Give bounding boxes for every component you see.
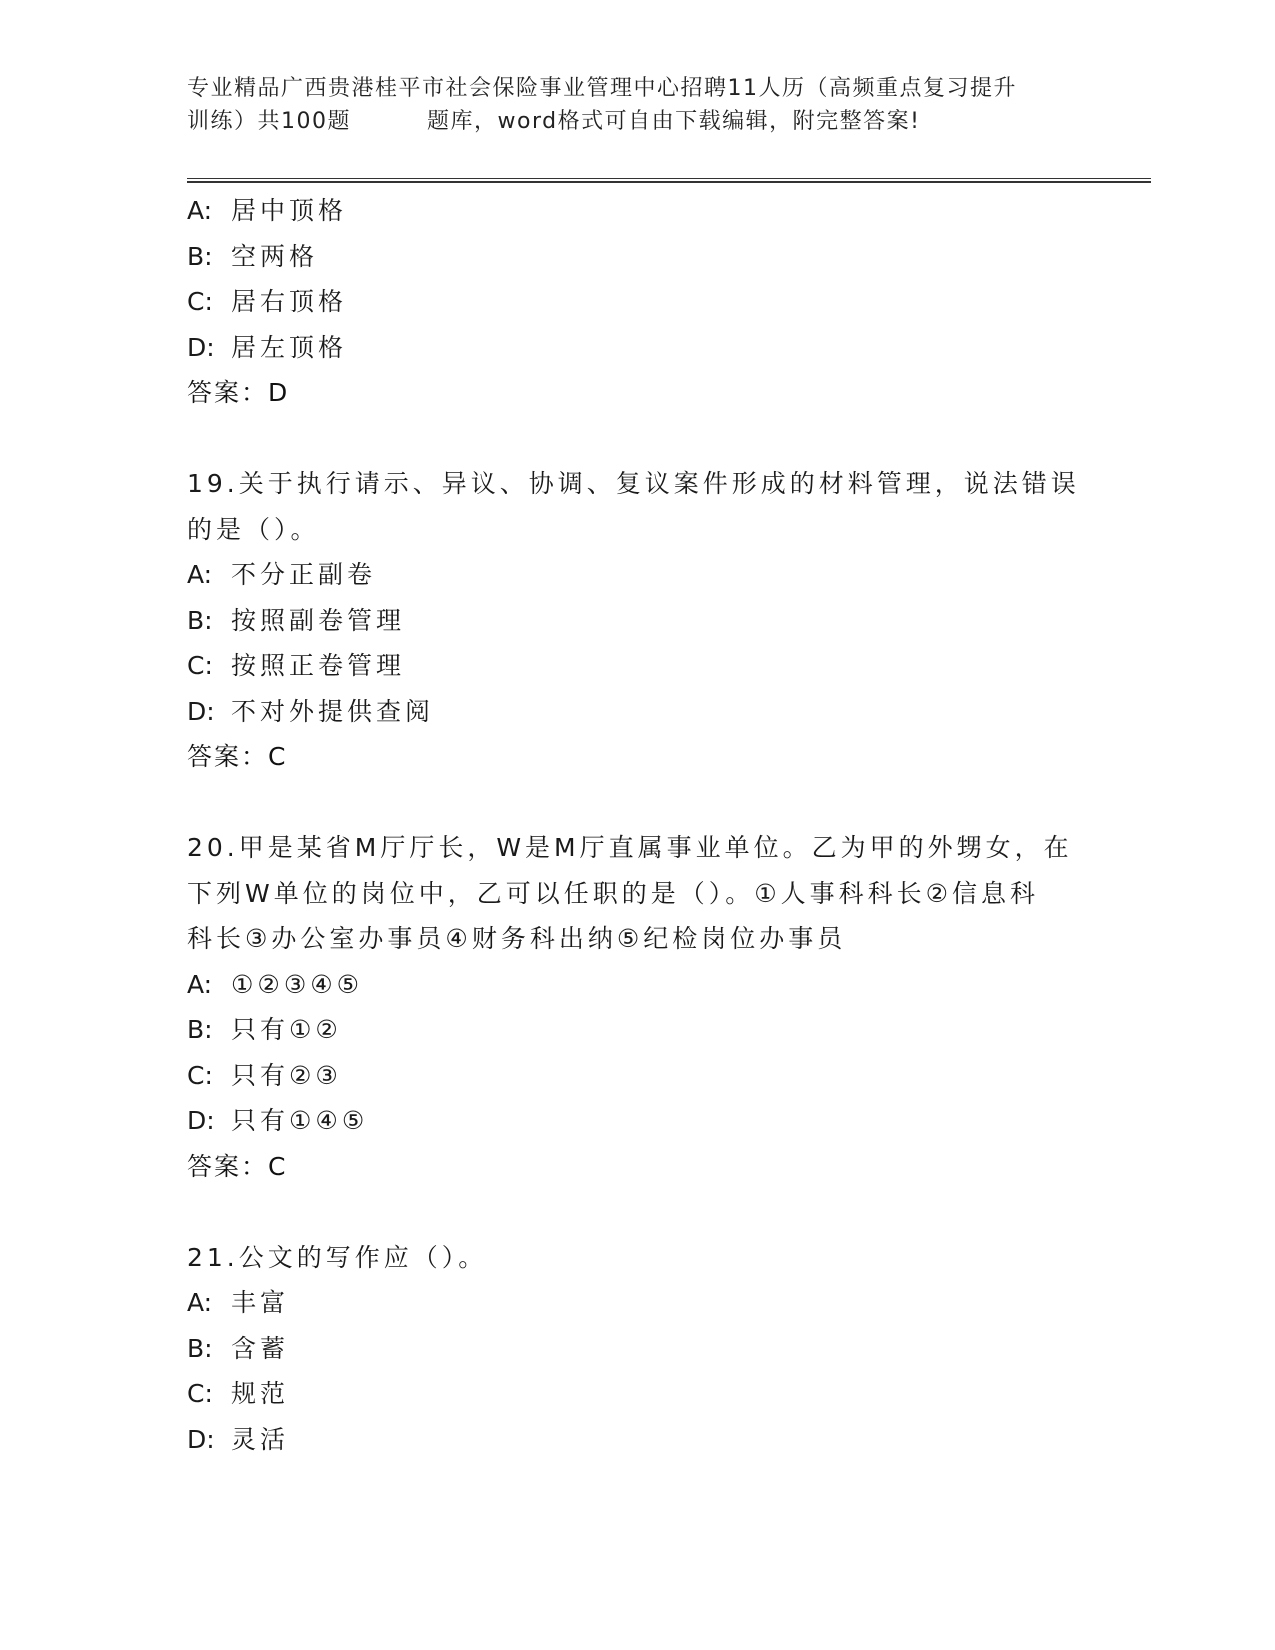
option-b: B: 按照副卷管理 <box>187 605 406 635</box>
answer-line: 答案：D <box>187 378 290 407</box>
question-text-line: 的是（）。 <box>187 514 320 544</box>
question-text-line: 科长③办公室办事员④财务科出纳⑤纪检岗位办事员 <box>187 924 847 953</box>
question-block-18 <box>187 188 1087 416</box>
header-divider <box>187 178 1151 183</box>
option-a: A: ①②③④⑤ <box>187 969 364 999</box>
question-text-line: 下列W单位的岗位中，乙可以任职的是（）。①人事科科长②信息科 <box>187 878 1040 908</box>
option-c: C: 按照正卷管理 <box>187 651 406 680</box>
option-a: A: 不分正副卷 <box>187 560 377 589</box>
question-text-line: 19.关于执行请示、异议、协调、复议案件形成的材料管理，说法错误 <box>187 469 1080 498</box>
header-title-part-1: 训练）共100题 <box>187 109 351 134</box>
option-d: D: 居左顶格 <box>187 332 348 362</box>
option-d: D: 不对外提供查阅 <box>187 696 435 726</box>
option-c: C: 只有②③ <box>187 1060 342 1090</box>
question-block-20 <box>187 825 1087 1189</box>
question-text-line: 21.公文的写作应（）。 <box>187 1242 488 1272</box>
option-d: D: 只有①④⑤ <box>187 1106 369 1135</box>
header-title-line-1: 专业精品广西贵港桂平市社会保险事业管理中心招聘11人历（高频重点复习提升 <box>187 76 1017 101</box>
question-text-line: 20.甲是某省M厅厅长，W是M厅直属事业单位。乙为甲的外甥女，在 <box>187 833 1073 862</box>
option-b: B: 空两格 <box>187 241 319 271</box>
question-block-21 <box>187 1235 1087 1463</box>
option-c: C: 规范 <box>187 1379 290 1408</box>
question-list <box>187 188 1087 1462</box>
option-a: A: 居中顶格 <box>187 196 348 225</box>
header-title-part-2: 题库，word格式可自由下载编辑，附完整答案! <box>427 109 921 134</box>
question-block-19 <box>187 461 1087 780</box>
option-c: C: 居右顶格 <box>187 287 348 316</box>
answer-line: 答案：C <box>187 1151 288 1181</box>
document-header <box>187 72 1077 138</box>
option-b: B: 只有①② <box>187 1015 342 1044</box>
option-d: D: 灵活 <box>187 1424 290 1454</box>
option-a: A: 丰富 <box>187 1288 290 1317</box>
option-b: B: 含蓄 <box>187 1333 290 1363</box>
header-title-line-2 <box>187 105 1077 138</box>
answer-line: 答案：C <box>187 742 288 771</box>
